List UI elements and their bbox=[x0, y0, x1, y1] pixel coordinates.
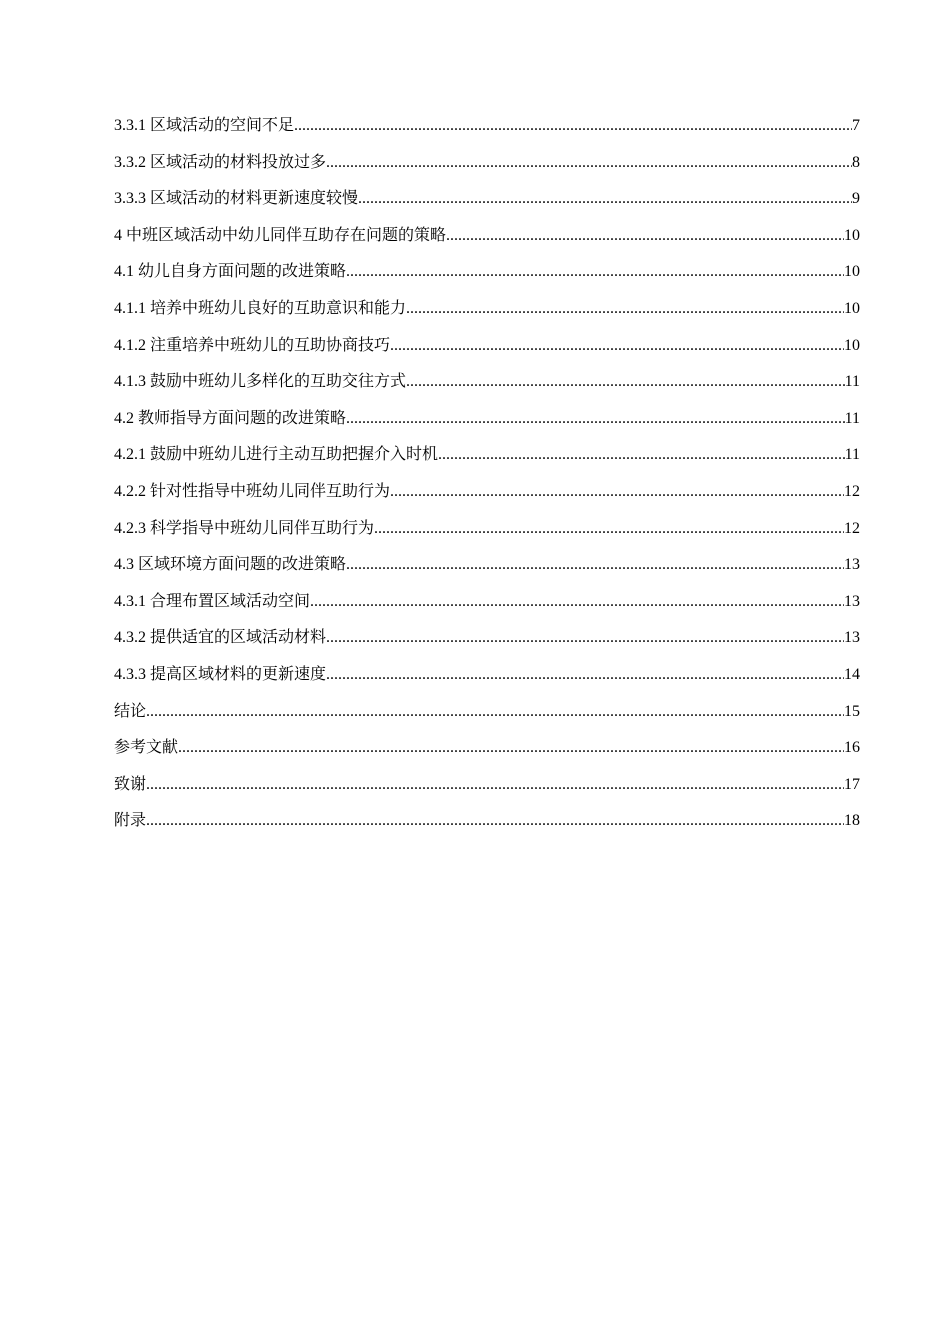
toc-dot-leader bbox=[346, 260, 844, 284]
toc-entry[interactable] bbox=[114, 517, 860, 554]
toc-page-number: 15 bbox=[844, 702, 860, 720]
toc-entry[interactable] bbox=[114, 700, 860, 737]
toc-entry[interactable] bbox=[114, 663, 860, 700]
toc-entry-title: 4.3.1 合理布置区域活动空间 bbox=[114, 592, 311, 610]
toc-entry[interactable] bbox=[114, 809, 860, 846]
toc-page-number: 11 bbox=[844, 373, 860, 391]
toc-page-number: 14 bbox=[844, 665, 860, 683]
toc-dot-leader bbox=[446, 224, 844, 248]
toc-entry[interactable] bbox=[114, 590, 860, 627]
toc-dot-leader bbox=[146, 773, 844, 797]
toc-entry[interactable] bbox=[114, 297, 860, 334]
toc-dot-leader bbox=[178, 736, 844, 760]
toc-dot-leader bbox=[390, 334, 844, 358]
toc-entry-title: 4.3.2 提供适宜的区域活动材料 bbox=[114, 629, 327, 647]
toc-page-number: 18 bbox=[844, 812, 860, 830]
toc-page-number: 9 bbox=[852, 190, 860, 208]
toc-entry-title: 参考文献 bbox=[114, 739, 179, 757]
toc-entry[interactable] bbox=[114, 187, 860, 224]
toc-dot-leader bbox=[390, 480, 844, 504]
toc-dot-leader bbox=[294, 114, 852, 138]
toc-entry-title: 4.3 区域环境方面问题的改进策略 bbox=[114, 556, 347, 574]
toc-entry-title: 4.1.2 注重培养中班幼儿的互助协商技巧 bbox=[114, 336, 391, 354]
toc-dot-leader bbox=[146, 700, 844, 724]
toc-page-number: 13 bbox=[844, 556, 860, 574]
toc-entry[interactable] bbox=[114, 736, 860, 773]
toc-entry[interactable] bbox=[114, 626, 860, 663]
toc-page-number: 10 bbox=[844, 299, 860, 317]
toc-page-number: 10 bbox=[844, 336, 860, 354]
toc-dot-leader bbox=[346, 553, 844, 577]
toc-entry[interactable] bbox=[114, 370, 860, 407]
toc-entry-title: 4.2.2 针对性指导中班幼儿同伴互助行为 bbox=[114, 482, 391, 500]
toc-entry[interactable] bbox=[114, 334, 860, 371]
toc-dot-leader bbox=[406, 297, 844, 321]
toc-entry-title: 附录 bbox=[114, 812, 147, 830]
toc-page-number: 10 bbox=[844, 263, 860, 281]
toc-dot-leader bbox=[358, 187, 852, 211]
toc-page-number: 8 bbox=[852, 153, 860, 171]
toc-page-number: 10 bbox=[844, 226, 860, 244]
toc-entry-title: 3.3.3 区域活动的材料更新速度较慢 bbox=[114, 190, 359, 208]
toc-entry[interactable] bbox=[114, 224, 860, 261]
toc-dot-leader bbox=[346, 407, 845, 431]
toc-dot-leader bbox=[326, 151, 852, 175]
toc-dot-leader bbox=[406, 370, 845, 394]
toc-entry[interactable] bbox=[114, 151, 860, 188]
toc-entry[interactable] bbox=[114, 443, 860, 480]
toc-entry-title: 致谢 bbox=[114, 775, 147, 793]
toc-entry[interactable] bbox=[114, 407, 860, 444]
toc-entry[interactable] bbox=[114, 553, 860, 590]
toc-dot-leader bbox=[310, 590, 844, 614]
toc-entry-title: 4.2.3 科学指导中班幼儿同伴互助行为 bbox=[114, 519, 375, 537]
toc-page-number: 12 bbox=[844, 519, 860, 537]
toc-dot-leader bbox=[326, 663, 844, 687]
toc-dot-leader bbox=[438, 443, 845, 467]
toc-entry-title: 3.3.1 区域活动的空间不足 bbox=[114, 117, 295, 134]
toc-page-number: 17 bbox=[844, 775, 860, 793]
toc-entry[interactable] bbox=[114, 480, 860, 517]
toc-dot-leader bbox=[374, 517, 844, 541]
toc-page-number: 13 bbox=[844, 592, 860, 610]
toc-entry[interactable] bbox=[114, 773, 860, 810]
toc-entry[interactable] bbox=[114, 260, 860, 297]
toc-entry-title: 4.2 教师指导方面问题的改进策略 bbox=[114, 409, 347, 427]
toc-entry-title: 4.3.3 提高区域材料的更新速度 bbox=[114, 665, 327, 683]
toc-entry-title: 4.1 幼儿自身方面问题的改进策略 bbox=[114, 263, 347, 281]
toc-entry[interactable] bbox=[114, 114, 860, 151]
toc-entry-title: 结论 bbox=[114, 702, 147, 720]
toc-dot-leader bbox=[326, 626, 844, 650]
toc-page-number: 13 bbox=[844, 629, 860, 647]
toc-entry-title: 4.1.3 鼓励中班幼儿多样化的互助交往方式 bbox=[114, 373, 407, 391]
toc-entry-title: 4 中班区域活动中幼儿同伴互助存在问题的策略 bbox=[114, 226, 447, 244]
toc-entry-title: 3.3.2 区域活动的材料投放过多 bbox=[114, 153, 327, 171]
toc-page-number: 12 bbox=[844, 482, 860, 500]
toc-entry-title: 4.1.1 培养中班幼儿良好的互助意识和能力 bbox=[114, 299, 407, 317]
toc-page-number: 16 bbox=[844, 739, 860, 757]
table-of-contents bbox=[114, 114, 860, 846]
toc-dot-leader bbox=[146, 809, 844, 833]
toc-page-number: 11 bbox=[844, 409, 860, 427]
toc-entry-title: 4.2.1 鼓励中班幼儿进行主动互助把握介入时机 bbox=[114, 446, 439, 464]
toc-page-number: 11 bbox=[844, 446, 860, 464]
toc-page-number: 7 bbox=[852, 117, 860, 134]
